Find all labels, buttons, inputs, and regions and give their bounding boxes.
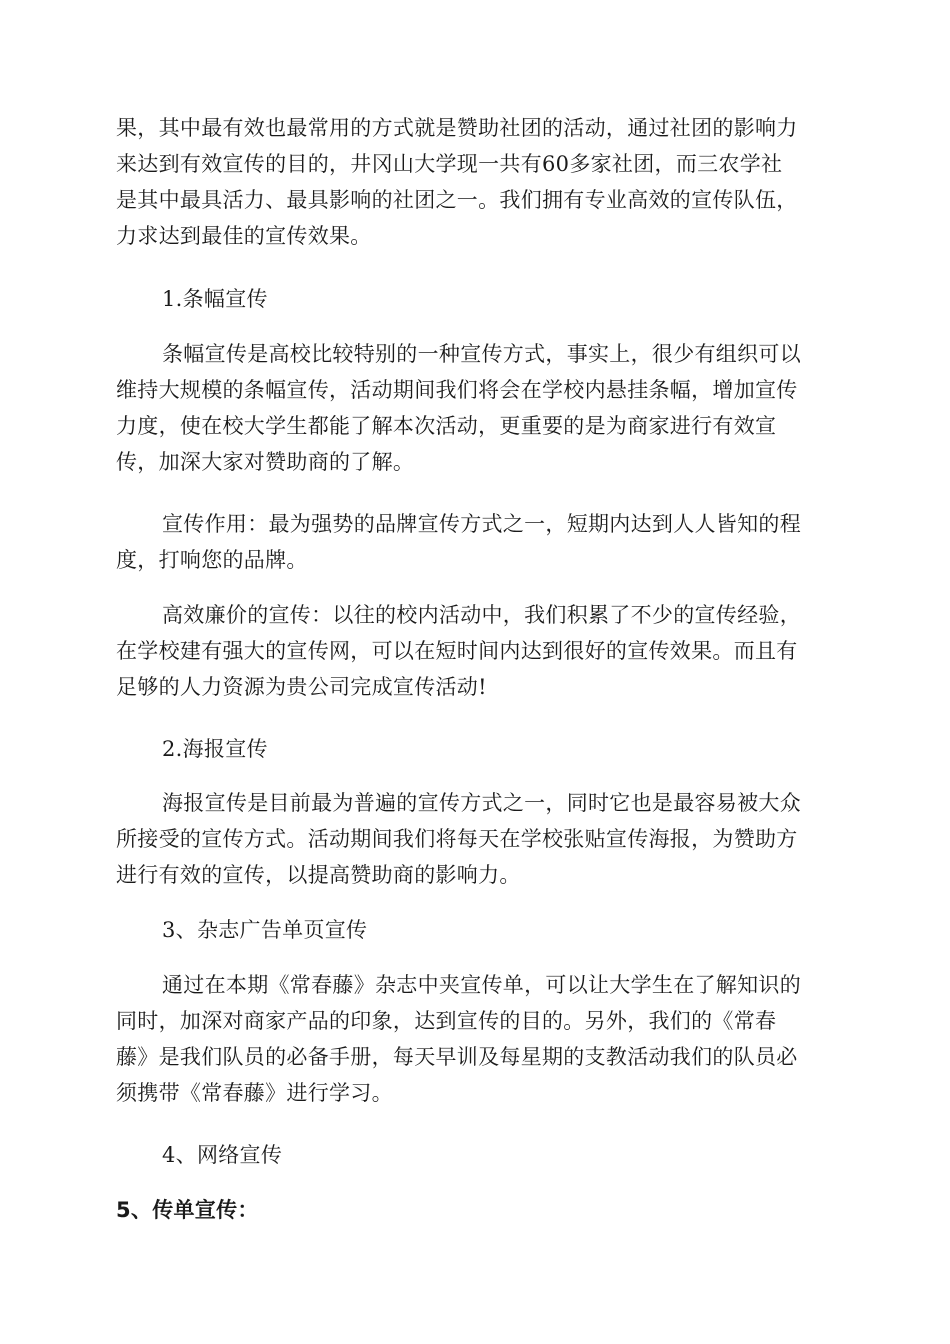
paragraph-line: 同时，加深对商家产品的印象，达到宣传的目的。另外，我们的《常春 xyxy=(116,1009,777,1033)
section-heading-magazine: 3、杂志广告单页宣传 xyxy=(162,918,368,942)
intro-line: 是其中最具活力、最具影响的社团之一。我们拥有专业高效的宣传队伍， xyxy=(116,188,798,212)
section-heading-poster: 2.海报宣传 xyxy=(162,737,268,761)
intro-line: 果，其中最有效也最常用的方式就是赞助社团的活动，通过社团的影响力 xyxy=(116,116,798,140)
paragraph-line: 条幅宣传是高校比较特别的一种宣传方式，事实上，很少有组织可以 xyxy=(162,342,801,366)
paragraph-line: 传，加深大家对赞助商的了解。 xyxy=(116,450,415,474)
section-heading-banner: 1.条幅宣传 xyxy=(162,287,268,311)
intro-line: 力求达到最佳的宣传效果。 xyxy=(116,224,372,248)
section-heading-flyer: 5、传单宣传： xyxy=(116,1198,259,1222)
paragraph-line: 度，打响您的品牌。 xyxy=(116,548,308,572)
paragraph-line: 须携带《常春藤》进行学习。 xyxy=(116,1081,393,1105)
intro-line: 来达到有效宣传的目的，井冈山大学现一共有60多家社团，而三农学社 xyxy=(116,152,783,176)
paragraph-line: 在学校建有强大的宣传网，可以在短时间内达到很好的宣传效果。而且有 xyxy=(116,639,798,663)
paragraph-line: 藤》是我们队员的必备手册，每天早训及每星期的支教活动我们的队员必 xyxy=(116,1045,798,1069)
section-heading-network: 4、网络宣传 xyxy=(162,1143,283,1167)
paragraph-line: 所接受的宣传方式。活动期间我们将每天在学校张贴宣传海报，为赞助方 xyxy=(116,827,798,851)
paragraph-line: 力度，使在校大学生都能了解本次活动，更重要的是为商家进行有效宣 xyxy=(116,414,777,438)
paragraph-line: 足够的人力资源为贵公司完成宣传活动! xyxy=(116,675,487,699)
paragraph-line: 海报宣传是目前最为普遍的宣传方式之一，同时它也是最容易被大众 xyxy=(162,791,801,815)
paragraph-line: 高效廉价的宣传：以往的校内活动中，我们积累了不少的宣传经验， xyxy=(162,603,801,627)
paragraph-line: 进行有效的宣传，以提高赞助商的影响力。 xyxy=(116,863,521,887)
paragraph-line: 维持大规模的条幅宣传，活动期间我们将会在学校内悬挂条幅，增加宣传 xyxy=(116,378,798,402)
paragraph-line: 通过在本期《常春藤》杂志中夹宣传单，可以让大学生在了解知识的 xyxy=(162,973,801,997)
paragraph-line: 宣传作用：最为强势的品牌宣传方式之一，短期内达到人人皆知的程 xyxy=(162,512,801,536)
